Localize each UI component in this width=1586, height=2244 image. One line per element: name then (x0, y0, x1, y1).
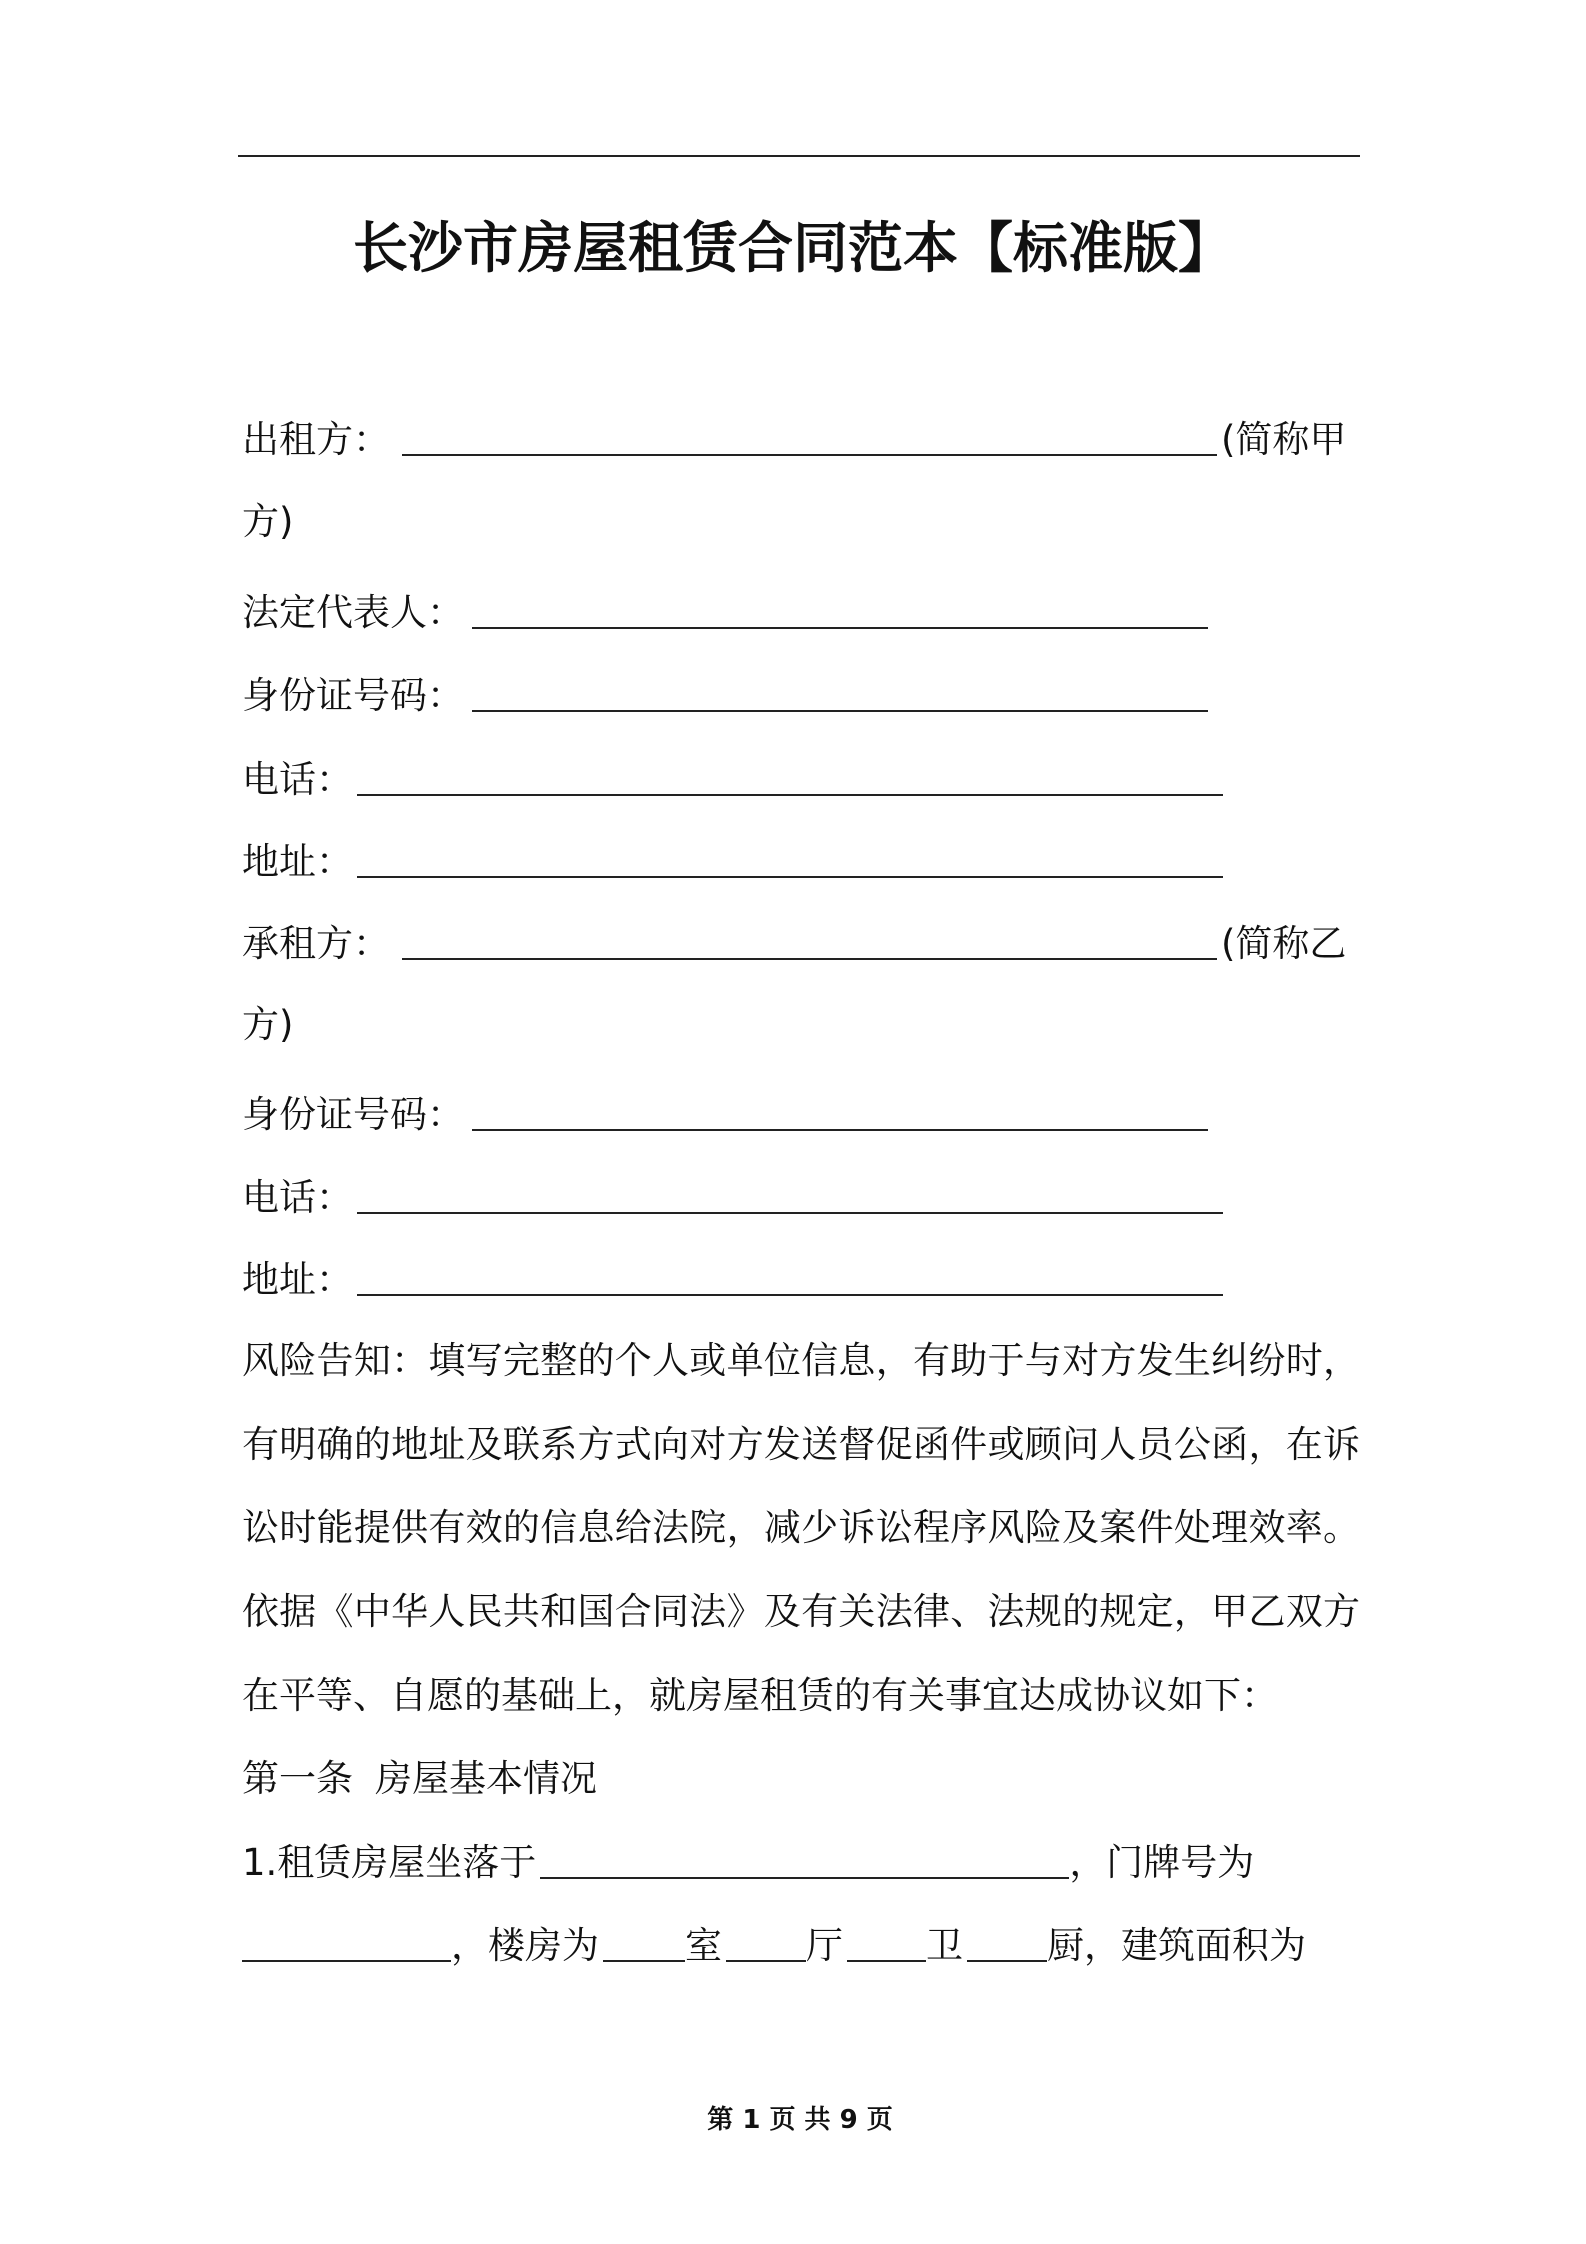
preamble-line (242, 1671, 1278, 1721)
lessor-phone-label: 电话： (242, 758, 353, 801)
house-number-blank (242, 1930, 451, 1962)
risk-notice-line (242, 1420, 1360, 1470)
page-footer: 第 1 页 共 9 页 (707, 2105, 893, 2135)
hall-count-blank (726, 1930, 806, 1962)
floor-label: ，楼房为 (451, 1924, 599, 1967)
lessor-id-row (242, 671, 1208, 721)
header-rule (238, 155, 1360, 157)
lessor-id-blank (472, 680, 1208, 712)
house-number-label: ，门牌号为 (1069, 1841, 1255, 1884)
preamble-text: 在平等、自愿的基础上，就房屋租赁的有关事宜达成协议如下： (242, 1674, 1278, 1717)
lessee-address-blank (357, 1264, 1223, 1296)
lessor-phone-row (242, 755, 1223, 805)
lessee-name-blank (402, 928, 1217, 960)
lessor-alias-end-row (242, 497, 293, 547)
lessee-label: 承租方： (242, 922, 390, 965)
lessor-representative-label: 法定代表人： (242, 591, 464, 634)
lessor-id-label: 身份证号码： (242, 674, 464, 717)
lessee-id-label: 身份证号码： (242, 1093, 464, 1136)
location-blank (540, 1847, 1069, 1879)
lessee-row (242, 919, 1346, 969)
lessor-representative-row (242, 588, 1208, 638)
kitchen-count-blank (967, 1930, 1047, 1962)
lessee-alias-end: 方) (242, 1003, 294, 1046)
risk-notice-line (242, 1336, 1360, 1386)
lessor-label: 出租方： (242, 418, 390, 461)
lessee-id-blank (472, 1099, 1208, 1131)
bath-label: 卫 (926, 1924, 963, 1967)
lessor-row (242, 415, 1346, 465)
lessee-phone-blank (357, 1182, 1223, 1214)
kitchen-label: 厨，建筑面积为 (1047, 1924, 1306, 1967)
risk-notice-text: 风险告知：填写完整的个人或单位信息，有助于与对方发生纠纷时， (242, 1339, 1360, 1382)
lessee-phone-label: 电话： (242, 1176, 353, 1219)
article1-heading (242, 1754, 597, 1804)
lessee-id-row (242, 1090, 1208, 1140)
risk-notice-line (242, 1503, 1360, 1553)
lessee-address-row (242, 1255, 1223, 1305)
preamble-line (242, 1587, 1360, 1637)
lessor-representative-blank (472, 597, 1208, 629)
preamble-text: 依据《中华人民共和国合同法》及有关法律、法规的规定，甲乙双方 (242, 1590, 1360, 1633)
lessor-address-label: 地址： (242, 840, 353, 883)
article1-item1-row-cont (242, 1921, 1306, 1971)
bath-count-blank (847, 1930, 926, 1962)
room-count-blank (603, 1930, 685, 1962)
lessee-alias: (简称乙 (1221, 922, 1347, 965)
hall-label: 厅 (806, 1924, 843, 1967)
item1-prefix: 1.租赁房屋坐落于 (242, 1841, 537, 1884)
lessee-phone-row (242, 1173, 1223, 1223)
lessor-address-row (242, 837, 1223, 887)
article1-item1-row (242, 1838, 1254, 1888)
lessee-alias-end-row (242, 1000, 293, 1050)
risk-notice-text: 讼时能提供有效的信息给法院，减少诉讼程序风险及案件处理效率。 (242, 1506, 1360, 1549)
document-title: 长沙市房屋租赁合同范本【标准版】 (352, 216, 1233, 280)
risk-notice-text: 有明确的地址及联系方式向对方发送督促函件或顾问人员公函，在诉 (242, 1423, 1360, 1466)
lessor-address-blank (357, 846, 1223, 878)
lessor-phone-blank (357, 764, 1223, 796)
lessor-alias-end: 方) (242, 500, 294, 543)
article1-number: 第一条 (242, 1757, 353, 1800)
lessor-alias: (简称甲 (1221, 418, 1347, 461)
lessor-name-blank (402, 424, 1217, 456)
article1-title: 房屋基本情况 (375, 1757, 597, 1800)
room-label: 室 (685, 1924, 722, 1967)
lessee-address-label: 地址： (242, 1258, 353, 1301)
